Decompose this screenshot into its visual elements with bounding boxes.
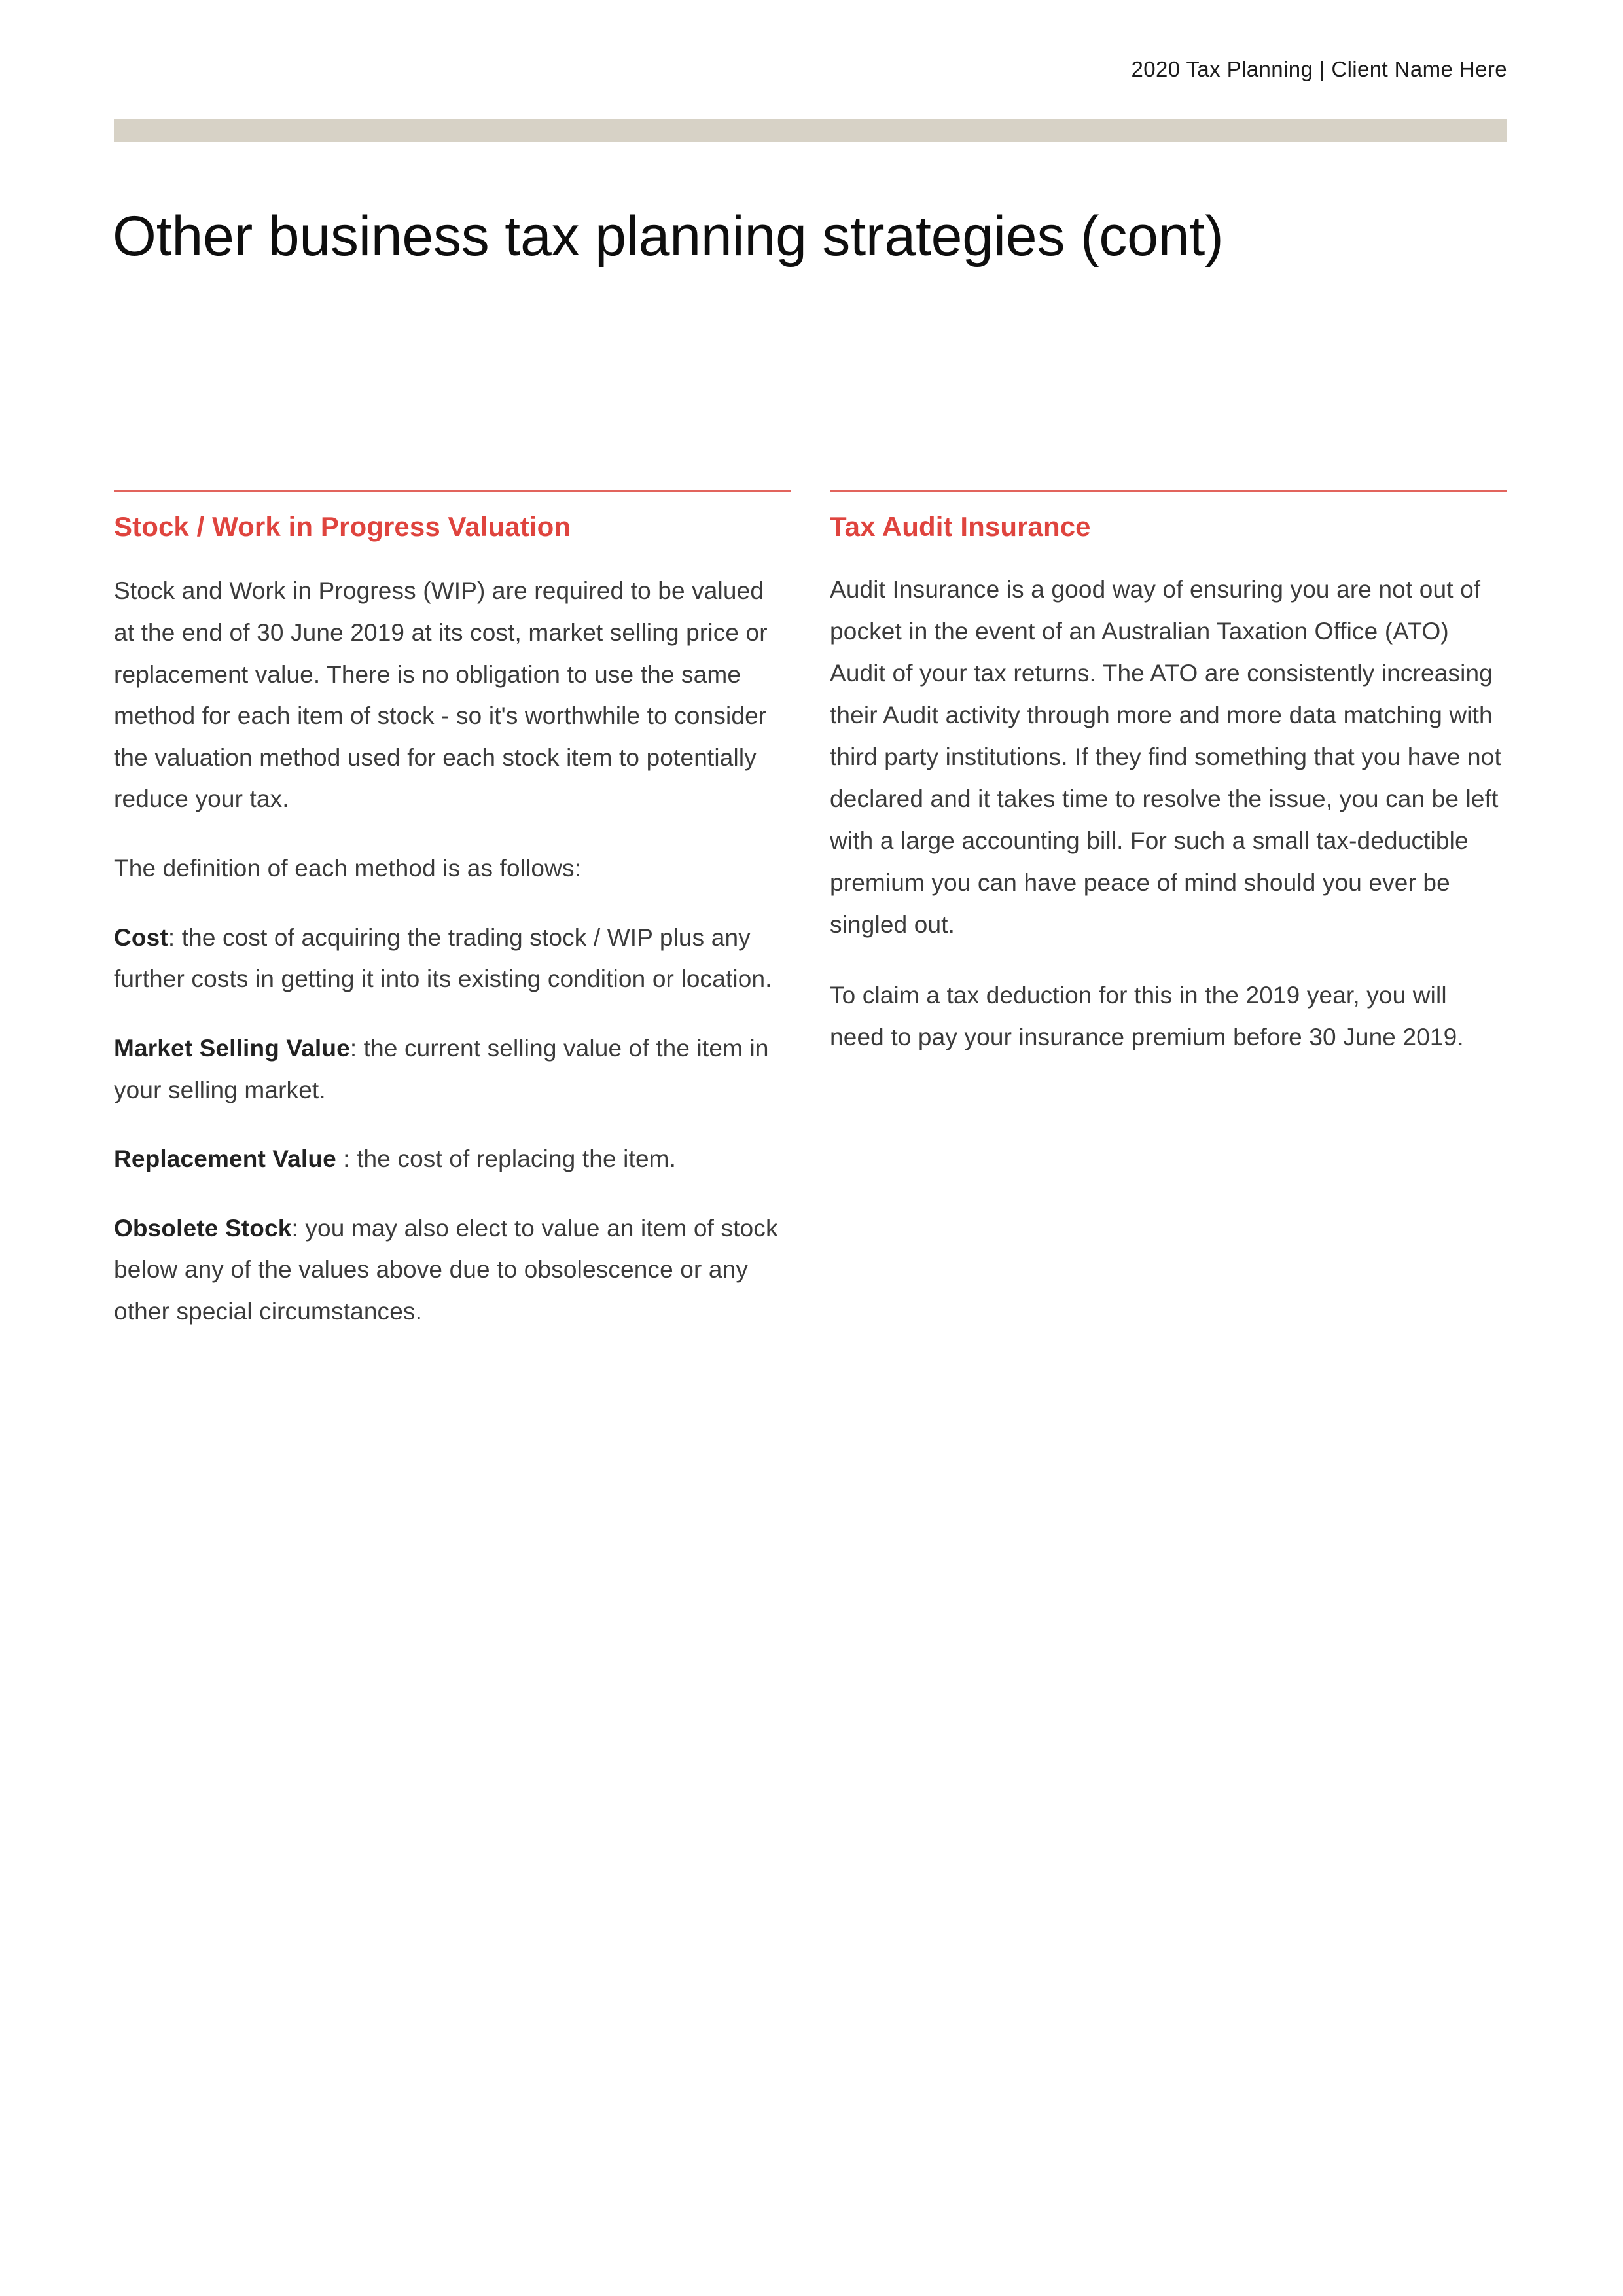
- page-title: Other business tax planning strategies (cont): [113, 204, 1224, 268]
- paragraph-body: : you may also elect to value an item of stock below any of the values above due to obsolescence or any other special circumstances.: [114, 1214, 778, 1325]
- paragraph-body: : the cost of replacing the item.: [343, 1145, 677, 1173]
- column-left: [114, 490, 791, 1333]
- paragraph-term: Replacement Value: [114, 1145, 344, 1173]
- paragraph-body: : the current selling value of the item in your selling market.: [114, 1034, 769, 1103]
- section-heading-stock-wip-valuation: Stock / Work in Progress Valuation: [114, 511, 571, 542]
- body-paragraph: [830, 975, 1507, 1058]
- column-right-paragraphs: [830, 569, 1507, 1058]
- paragraph-body: Stock and Work in Progress (WIP) are required to be valued at the end of 30 June 2019 at its cost, market selling price or replacement value. There is no obligation to use the same method for each item of stock - so it's worthwhile to consider the valuation method used for each stock item to potentially reduce your tax.: [114, 577, 768, 813]
- paragraph-body: The definition of each method is as follows:: [114, 855, 582, 882]
- body-paragraph: [114, 1208, 791, 1333]
- column-rule-right: [830, 490, 1507, 492]
- column-left-paragraphs: [114, 570, 791, 1332]
- paragraph-term: Cost: [114, 924, 168, 951]
- paragraph-body: To claim a tax deduction for this in the 2019 year, you will need to pay your insurance premium before 30 June 2019.: [830, 982, 1464, 1051]
- column-rule-left: [114, 490, 791, 492]
- paragraph-term: Obsolete Stock: [114, 1214, 292, 1242]
- paragraph-term: Market Selling Value: [114, 1034, 350, 1062]
- section-heading-tax-audit-insurance: Tax Audit Insurance: [830, 511, 1091, 542]
- running-header: 2020 Tax Planning | Client Name Here: [1131, 57, 1507, 81]
- banner-accent-bar: [114, 119, 1507, 142]
- body-paragraph: [114, 917, 791, 1000]
- body-paragraph: [114, 570, 791, 820]
- body-columns: [114, 490, 1507, 1333]
- body-paragraph: [114, 848, 791, 889]
- body-paragraph: [114, 1028, 791, 1111]
- paragraph-body: : the cost of acquiring the trading stock / WIP plus any further costs in getting it into its existing condition or location.: [114, 924, 772, 993]
- paragraph-body: Audit Insurance is a good way of ensuring you are not out of pocket in the event of an Australian Taxation Office (ATO) Audit of your tax returns. The ATO are consistently increasing their Audit activity through more and more data matching with third party institutions. If they find something that you have not declared and it takes time to resolve the issue, you can be left with a large accounting bill. For such a small tax-deductible premium you can have peace of mind should you ever be singled out.: [830, 576, 1501, 939]
- body-paragraph: [114, 1138, 791, 1180]
- column-right: [830, 490, 1507, 1087]
- body-paragraph: [830, 569, 1507, 946]
